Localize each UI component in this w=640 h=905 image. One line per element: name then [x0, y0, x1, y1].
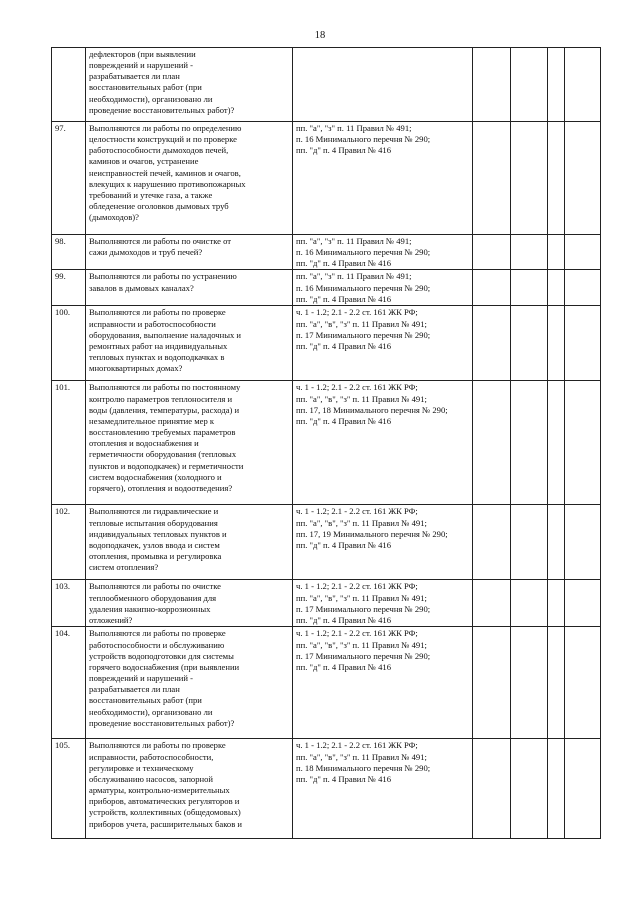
- question-line: устройств водоподготовки для системы: [89, 650, 234, 661]
- item-number: 104.: [52, 627, 86, 739]
- question-line: приборов учета, расширительных баков и: [89, 818, 243, 829]
- question-line: незамедлительное принятие мер к: [89, 415, 215, 426]
- question-line: Выполняются ли работы по проверке: [89, 307, 226, 318]
- item-number: 97.: [52, 122, 86, 235]
- legal-reference-cell: [293, 505, 473, 580]
- legal-reference-line: пп. "д" п. 4 Правил № 416: [296, 773, 392, 784]
- answer-yes-cell: [473, 122, 511, 235]
- table-row: [52, 48, 601, 122]
- question-line: сажи дымоходов и труб печей?: [89, 247, 203, 258]
- question-line: Выполняются ли работы по очистке: [89, 581, 221, 592]
- table-row: [52, 580, 601, 627]
- answer-na-cell: [548, 270, 565, 306]
- table-row: [52, 270, 601, 306]
- page-number: 18: [314, 30, 326, 41]
- legal-reference-line: пп. "а", "з" п. 11 Правил № 491;: [296, 123, 412, 133]
- legal-reference-line: пп. "а", "з" п. 11 Правил № 491;: [296, 236, 412, 246]
- legal-reference-cell: [293, 580, 473, 627]
- question-line: отопления, промывка и регулировка: [89, 551, 222, 562]
- answer-yes-cell: [473, 306, 511, 381]
- item-number: 103.: [52, 580, 86, 627]
- legal-reference-line: п. 17 Минимального перечня № 290;: [296, 603, 431, 614]
- question-line: разрабатывается ли план: [89, 684, 180, 695]
- question-line: повреждений и нарушений -: [89, 60, 194, 71]
- question-line: необходимости), организовано ли: [89, 706, 213, 717]
- question-cell: [86, 580, 293, 627]
- question-line: пунктов и водоподкачек) и герметичности: [89, 460, 244, 471]
- question-line: ремонтных работ на индивидуальных: [89, 340, 228, 351]
- item-number: 100.: [52, 306, 86, 381]
- legal-reference-cell: [293, 627, 473, 739]
- legal-reference-line: ч. 1 - 1.2; 2.1 - 2.2 ст. 161 ЖК РФ;: [296, 740, 418, 751]
- legal-reference-line: пп. "д" п. 4 Правил № 416: [296, 145, 392, 156]
- legal-reference-cell: [293, 122, 473, 235]
- legal-reference-cell: [293, 739, 473, 839]
- note-cell: [565, 48, 601, 122]
- legal-reference-line: пп. "д" п. 4 Правил № 416: [296, 293, 392, 304]
- question-cell: [86, 381, 293, 505]
- legal-reference-line: пп. 17, 18 Минимального перечня № 290;: [296, 404, 448, 415]
- note-cell: [565, 739, 601, 839]
- question-line: Выполняются ли работы по очистке от: [89, 236, 232, 246]
- question-cell: [86, 306, 293, 381]
- question-line: Выполняются ли работы по устранению: [89, 271, 237, 282]
- answer-na-cell: [548, 48, 565, 122]
- note-cell: [565, 122, 601, 235]
- question-line: дефлекторов (при выявлении: [89, 49, 196, 59]
- question-line: (дымоходов)?: [89, 212, 139, 223]
- answer-no-cell: [511, 381, 548, 505]
- question-line: проведение восстановительных работ)?: [89, 104, 235, 115]
- question-line: работоспособности и обслуживанию: [89, 639, 225, 650]
- question-line: систем отопления?: [89, 562, 159, 573]
- legal-reference-line: п. 16 Минимального перечня № 290;: [296, 282, 431, 293]
- note-cell: [565, 270, 601, 306]
- question-line: завалов в дымовых каналах?: [89, 282, 194, 293]
- question-line: влекущих к нарушению противопожарных: [89, 178, 246, 189]
- question-cell: [86, 122, 293, 235]
- question-line: отопления и водоснабжения и: [89, 438, 199, 449]
- question-line: восстановлению требуемых параметров: [89, 427, 236, 438]
- answer-yes-cell: [473, 235, 511, 270]
- legal-reference-line: пп. "д" п. 4 Правил № 416: [296, 614, 392, 625]
- item-number: [52, 48, 86, 122]
- question-line: Выполняются ли работы по постоянному: [89, 382, 241, 393]
- table-row: [52, 381, 601, 505]
- item-number: 105.: [52, 739, 86, 839]
- answer-yes-cell: [473, 48, 511, 122]
- legal-reference-line: п. 17 Минимального перечня № 290;: [296, 329, 431, 340]
- question-line: Выполняются ли работы по определению: [89, 123, 242, 133]
- question-line: неисправностей печей, каминов и очагов,: [89, 167, 241, 178]
- answer-yes-cell: [473, 381, 511, 505]
- question-cell: [86, 627, 293, 739]
- question-line: герметичности оборудования (тепловых: [89, 449, 237, 460]
- question-cell: [86, 235, 293, 270]
- question-line: работоспособности дымоходов печей,: [89, 145, 229, 156]
- legal-reference-line: ч. 1 - 1.2; 2.1 - 2.2 ст. 161 ЖК РФ;: [296, 382, 418, 393]
- answer-na-cell: [548, 505, 565, 580]
- legal-reference-cell: [293, 270, 473, 306]
- legal-reference-line: п. 17 Минимального перечня № 290;: [296, 650, 431, 661]
- legal-reference-line: пп. "д" п. 4 Правил № 416: [296, 415, 392, 426]
- question-line: каминов и очагов, устранение: [89, 156, 199, 167]
- answer-no-cell: [511, 505, 548, 580]
- note-cell: [565, 306, 601, 381]
- question-line: контролю параметров теплоносителя и: [89, 393, 233, 404]
- legal-reference-cell: [293, 381, 473, 505]
- legal-reference-line: пп. "а", "в", "з" п. 11 Правил № 491;: [296, 393, 427, 404]
- question-line: устройств, коллективных (общедомовых): [89, 807, 241, 818]
- note-cell: [565, 235, 601, 270]
- question-line: регулировке и техническому: [89, 762, 194, 773]
- answer-na-cell: [548, 580, 565, 627]
- question-line: индивидуальных тепловых пунктов и: [89, 528, 227, 539]
- answer-na-cell: [548, 122, 565, 235]
- answer-yes-cell: [473, 739, 511, 839]
- question-line: тепловых пунктах и водоподкачках в: [89, 352, 225, 363]
- note-cell: [565, 505, 601, 580]
- question-line: повреждений и нарушений -: [89, 673, 194, 684]
- legal-reference-line: ч. 1 - 1.2; 2.1 - 2.2 ст. 161 ЖК РФ;: [296, 506, 418, 517]
- question-line: многоквартирных домах?: [89, 363, 183, 374]
- question-cell: [86, 505, 293, 580]
- answer-na-cell: [548, 235, 565, 270]
- legal-reference-line: пп. "а", "з" п. 11 Правил № 491;: [296, 271, 412, 282]
- question-line: систем водоснабжения (холодного и: [89, 471, 222, 482]
- note-cell: [565, 580, 601, 627]
- answer-na-cell: [548, 306, 565, 381]
- question-line: приборов, автоматических регуляторов и: [89, 796, 240, 807]
- legal-reference-line: пп. "а", "в", "з" п. 11 Правил № 491;: [296, 751, 427, 762]
- legal-reference-line: пп. "а", "в", "з" п. 11 Правил № 491;: [296, 318, 427, 329]
- legal-reference-line: пп. "д" п. 4 Правил № 416: [296, 258, 392, 269]
- answer-no-cell: [511, 235, 548, 270]
- answer-no-cell: [511, 306, 548, 381]
- item-number: 102.: [52, 505, 86, 580]
- question-line: горячего), отопления и водоотведения?: [89, 482, 233, 493]
- question-line: проведение восстановительных работ)?: [89, 717, 235, 728]
- question-line: воды (давления, температуры, расхода) и: [89, 404, 240, 415]
- note-cell: [565, 381, 601, 505]
- item-number: 101.: [52, 381, 86, 505]
- question-line: целостности конструкций и по проверке: [89, 134, 237, 145]
- question-line: Выполняются ли гидравлические и: [89, 506, 219, 517]
- question-line: арматуры, контрольно-измерительных: [89, 785, 230, 796]
- answer-no-cell: [511, 122, 548, 235]
- table-row: [52, 505, 601, 580]
- legal-reference-line: ч. 1 - 1.2; 2.1 - 2.2 ст. 161 ЖК РФ;: [296, 581, 418, 592]
- question-line: Выполняются ли работы по проверке: [89, 628, 226, 639]
- question-line: отложений?: [89, 614, 133, 625]
- legal-reference-cell: [293, 235, 473, 270]
- question-line: Выполняются ли работы по проверке: [89, 740, 226, 751]
- answer-na-cell: [548, 627, 565, 739]
- legal-reference-line: п. 16 Минимального перечня № 290;: [296, 134, 431, 145]
- answer-yes-cell: [473, 580, 511, 627]
- answer-no-cell: [511, 270, 548, 306]
- question-cell: [86, 270, 293, 306]
- legal-reference-line: пп. 17, 19 Минимального перечня № 290;: [296, 528, 448, 539]
- answer-no-cell: [511, 48, 548, 122]
- answer-yes-cell: [473, 627, 511, 739]
- legal-reference-line: пп. "а", "в", "з" п. 11 Правил № 491;: [296, 639, 427, 650]
- answer-yes-cell: [473, 270, 511, 306]
- legal-reference-line: ч. 1 - 1.2; 2.1 - 2.2 ст. 161 ЖК РФ;: [296, 307, 418, 318]
- table-row: [52, 627, 601, 739]
- question-line: водоподкачек, узлов ввода и систем: [89, 539, 220, 550]
- question-line: оборудования, выполнение наладочных и: [89, 329, 242, 340]
- legal-reference-line: пп. "а", "в", "з" п. 11 Правил № 491;: [296, 517, 427, 528]
- legal-reference-cell: [293, 306, 473, 381]
- question-line: тепловые испытания оборудования: [89, 517, 218, 528]
- item-number: 98.: [52, 235, 86, 270]
- legal-reference-line: пп. "д" п. 4 Правил № 416: [296, 340, 392, 351]
- item-number: 99.: [52, 270, 86, 306]
- table-row: [52, 235, 601, 270]
- question-cell: [86, 739, 293, 839]
- question-line: исправности и работоспособности: [89, 318, 216, 329]
- answer-no-cell: [511, 627, 548, 739]
- question-line: восстановительных работ (при: [89, 82, 202, 93]
- legal-reference-line: п. 16 Минимального перечня № 290;: [296, 247, 431, 258]
- answer-yes-cell: [473, 505, 511, 580]
- question-line: удаления накипно-коррозионных: [89, 603, 211, 614]
- legal-reference-line: пп. "д" п. 4 Правил № 416: [296, 661, 392, 672]
- question-line: обслуживанию насосов, запорной: [89, 773, 214, 784]
- checklist-table: [51, 47, 601, 839]
- question-line: горячего водоснабжения (при выявлении: [89, 661, 240, 672]
- answer-na-cell: [548, 739, 565, 839]
- answer-no-cell: [511, 739, 548, 839]
- legal-reference-line: п. 18 Минимального перечня № 290;: [296, 762, 431, 773]
- table-row: [52, 739, 601, 839]
- table-row: [52, 122, 601, 235]
- question-line: необходимости), организовано ли: [89, 93, 213, 104]
- question-line: обледенение оголовков дымовых труб: [89, 201, 229, 212]
- question-line: исправности, работоспособности,: [89, 751, 214, 762]
- note-cell: [565, 627, 601, 739]
- legal-reference-line: ч. 1 - 1.2; 2.1 - 2.2 ст. 161 ЖК РФ;: [296, 628, 418, 639]
- legal-reference-line: пп. "а", "в", "з" п. 11 Правил № 491;: [296, 592, 427, 603]
- question-line: разрабатывается ли план: [89, 71, 180, 82]
- question-line: теплообменного оборудования для: [89, 592, 217, 603]
- question-line: восстановительных работ (при: [89, 695, 202, 706]
- legal-reference-line: пп. "д" п. 4 Правил № 416: [296, 539, 392, 550]
- question-cell: [86, 48, 293, 122]
- answer-no-cell: [511, 580, 548, 627]
- legal-reference-cell: [293, 48, 473, 122]
- table-row: [52, 306, 601, 381]
- question-line: требований и утечке газа, а также: [89, 189, 213, 200]
- answer-na-cell: [548, 381, 565, 505]
